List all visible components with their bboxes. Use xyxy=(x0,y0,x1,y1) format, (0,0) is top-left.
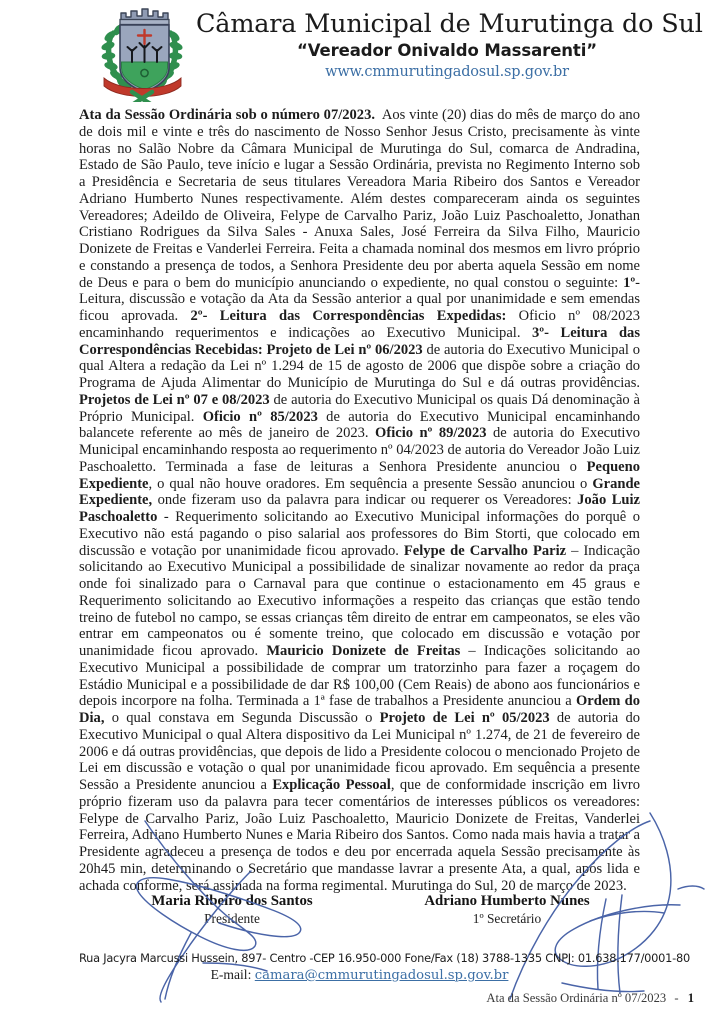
header-titles xyxy=(196,9,703,80)
ata-body xyxy=(79,107,640,894)
coat-of-arms-icon xyxy=(96,6,188,102)
document-header xyxy=(0,0,718,96)
signature-area xyxy=(79,893,640,927)
signature-block-president xyxy=(107,893,357,927)
ata-body-text: Ata da Sessão Ordinária sob o número 07/2023. Aos vinte (20) dias do mês de março do ano de dois mil e vinte e três do nascimento de Nosso Senhor Jesus Cristo, precisamente às vinte horas no Salão Nobre da Câmara Municipal de Murutinga do Sul, comarca de Andradina, Estado de São Paulo, teve início e lugar a Sessão Ordinária, prevista no Regimento Interno sob a Presidência e Secretaria de seus titulares Vereadora Maria Ribeiro dos Santos e Vereador Adriano Humberto Nunes respectivamente. Além destes compareceram ainda os seguintes Vereadores; Adeildo de Oliveira, Felype de Carvalho Pariz, João Luiz Paschoaletto, Jonathan Cristiano Rodrigues da Silva Sales - Anuxa Sales, José Ferreira da Silva Filho, Mauricio Donizete de Freitas e Vanderlei Ferreira. Feita a chamada nominal dos mesmos em livro próprio e constando a presença de todos, a Senhora Presidente deu por aberta aquela Sessão em nome de Deus e para o bem do município anunciando o expediente, no qual constou o seguinte: 1º- Leitura, discussão e votação da Ata da Sessão anterior a qual por unanimidade e sem emendas ficou aprovada. 2º- Leitura das Correspondências Expedidas: Oficio nº 08/2023 encaminhando requerimentos e indicações ao Executivo Municipal. 3º- Leitura das Correspondências Recebidas: Projeto de Lei nº 06/2023 de autoria do Executivo Municipal o qual Altera a redação da Lei nº 1.294 de 15 de agosto de 2006 que dispõe sobre a criação do Programa de Ajuda Alimentar do Município de Murutinga do Sul e dá outras providências. Projetos de Lei nº 07 e 08/2023 de autoria do Executivo Municipal os quais Dá denominação à Próprio Municipal. Oficio nº 85/2023 de autoria do Executivo Municipal encaminhando balancete referente ao mês de janeiro de 2023. Oficio nº 89/2023 de autoria do Executivo Municipal encaminhando resposta ao requerimento nº 04/2023 de autoria do Vereador João Luiz Paschoaletto. Terminada a fase de leituras a Senhora Presidente anunciou o Pequeno Expediente, o qual não houve oradores. Em sequência a presente Sessão anunciou o Grande Expediente, onde fizeram uso da palavra para indicar ou requerer os Vereadores: João Luiz Paschoaletto - Requerimento solicitando ao Executivo Municipal informações do porquê o Executivo não está pagando o piso salarial aos professores do Bim Storti, que colocado em discussão e votação por unanimidade ficou aprovado. Felype de Carvalho Pariz – Indicação solicitando ao Executivo Municipal a possibilidade de sinalizar novamente ao redor da praça onde foi sinalizado para o Carnaval para que continue o estacionamento em 45 graus e Requerimento solicitando ao Executivo informações a respeito das crianças que estão tendo treino de futebol no campo, se essas crianças têm direito de entrar em campeonatos, se eles vão entrar em campeonatos ou é somente treino, que colocado em discussão e votação por unanimidade ficou aprovado. Mauricio Donizete de Freitas – Indicações solicitando ao Executivo Municipal a possibilidade de comprar um tratorzinho para fazer a roçagem do Estádio Municipal e a possibilidade de dar R$ 100,00 (Cem Reais) de abono aos funcionários e depois incorpore na folha. Terminada a 1ª fase de trabalhos a Presidente anunciou a Ordem do Dia, o qual constava em Segunda Discussão o Projeto de Lei nº 05/2023 de autoria do Executivo Municipal o qual Altera dispositivo da Lei Municipal nº 1.274, de 21 de fevereiro de 2006 e dá outras providências, que depois de lido a Presidente colocou o mencionado Projeto de Lei em discussão e votação o qual por unanimidade ficou aprovado. Em sequência a presente Sessão a Presidente anunciou a Explicação Pessoal, que de conformidade inscrição em livro próprio fizeram uso da palavra para tecer comentários de interesses públicos os vereadores: Felype de Carvalho Pariz, João Luiz Paschoaletto, Mauricio Donizete de Freitas, Vanderlei Ferreira, Adriano Humberto Nunes e Maria Ribeiro dos Santos. Como nada mais havia a tratar a Presidente agradeceu a presença de todos e deu por encerrada aquela Sessão precisamente às 20h45 min, determinando o Secretário que mandasse lavrar a presente Ata, a qual, após lida e achada conforme, será assinada na forma regimental. Murutinga do Sul, 20 de março de 2023. xyxy=(79,107,641,894)
signature-role: Presidente xyxy=(204,911,260,926)
page-reference xyxy=(486,991,694,1006)
signature-name: Maria Ribeiro dos Santos xyxy=(151,893,313,909)
page-reference-dash: - xyxy=(674,991,679,1005)
signature-name: Adriano Humberto Nunes xyxy=(424,893,590,909)
page-number: 1 xyxy=(687,991,694,1005)
organization-subtitle: “Vereador Onivaldo Massarenti” xyxy=(296,40,598,60)
footer-email-link[interactable]: camara@cmmurutingadosul.sp.gov.br xyxy=(254,968,509,983)
page-reference-text: Ata da Sessão Ordinária nº 07/2023 xyxy=(486,991,667,1005)
footer-email-label: E-mail: xyxy=(210,967,252,982)
organization-website-link[interactable]: www.cmmurutingadosul.sp.gov.br xyxy=(325,63,569,80)
signature-block-secretary xyxy=(382,893,632,927)
footer-email-line xyxy=(79,967,640,983)
footer-address: Rua Jacyra Marcussi Hussein, 897- Centro -CEP 16.950-000 Fone/Fax (18) 3788-1335 CNPJ: 01.638.177/0001-80 xyxy=(79,951,691,965)
organization-name: Câmara Municipal de Murutinga do Sul xyxy=(196,9,703,39)
signature-role: 1º Secretário xyxy=(472,911,542,926)
document-footer xyxy=(79,951,691,983)
